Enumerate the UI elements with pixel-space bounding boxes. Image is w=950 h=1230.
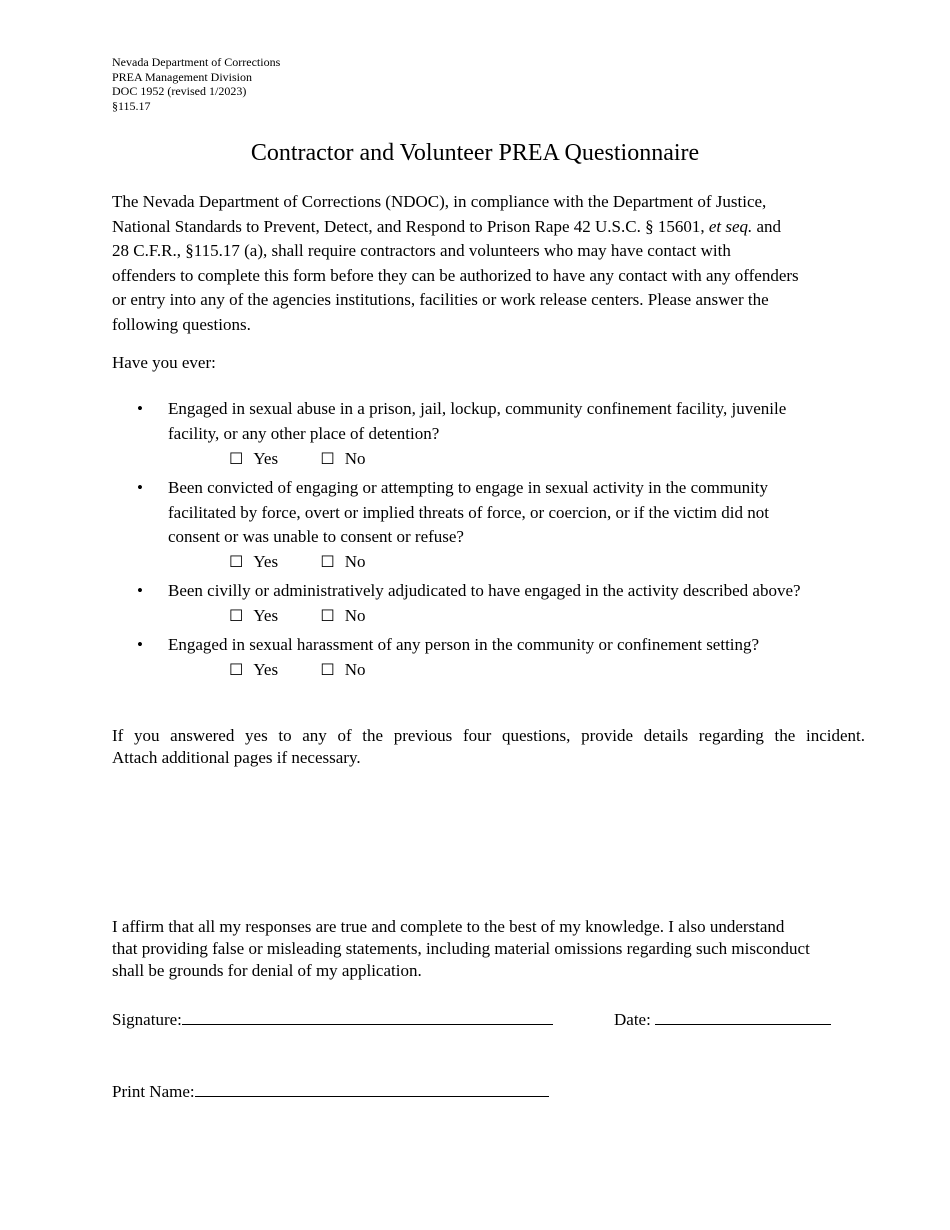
question-3-options (229, 606, 365, 626)
yes-label: Yes (253, 449, 279, 468)
checkbox-icon[interactable]: ☐ (229, 449, 244, 468)
print-name-row (112, 1079, 549, 1102)
have-you-ever-label: Have you ever: (112, 353, 216, 372)
checkbox-icon[interactable]: ☐ (320, 449, 335, 468)
no-option[interactable] (320, 449, 365, 469)
question-line: facilitated by force, overt or implied threats of force, or coercion, or if the victim did not (168, 502, 769, 522)
question-line: Engaged in sexual abuse in a prison, jail, lockup, community confinement facility, juvenile (168, 399, 787, 418)
question-2-options (229, 552, 365, 572)
question-line: Been civilly or administratively adjudicated to have engaged in the activity described above? (168, 581, 801, 600)
yes-option[interactable] (229, 552, 278, 572)
yes-option[interactable] (229, 606, 278, 626)
question-line: consent or was unable to consent or refuse? (168, 527, 464, 546)
header-agency: Nevada Department of Corrections (112, 55, 281, 69)
signature-field[interactable] (182, 1007, 553, 1025)
checkbox-icon[interactable]: ☐ (320, 660, 335, 679)
affirm-line: that providing false or misleading statements, including material omissions regarding such misconduct (112, 939, 810, 958)
question-4-options (229, 660, 365, 680)
header-division: PREA Management Division (112, 69, 252, 84)
intro-line: or entry into any of the agencies institutions, facilities or work release centers. Please answer the (112, 290, 769, 309)
question-1 (137, 397, 868, 446)
no-label: No (344, 449, 366, 468)
details-line: If you answered yes to any of the previous four questions, provide details regarding the incident. (112, 726, 865, 745)
question-line: Engaged in sexual harassment of any person in the community or confinement setting? (168, 635, 760, 654)
checkbox-icon[interactable]: ☐ (229, 552, 244, 571)
bullet: • (137, 581, 143, 600)
checkbox-icon[interactable]: ☐ (320, 606, 335, 625)
document-header (112, 55, 280, 113)
no-label: No (344, 606, 366, 625)
intro-paragraph (112, 190, 872, 337)
question-1-options (229, 449, 365, 469)
signature-row (112, 1007, 553, 1030)
affirm-line: I affirm that all my responses are true and complete to the best of my knowledge. I also understand (112, 917, 785, 936)
date-field[interactable] (655, 1007, 831, 1025)
signature-label: Signature: (112, 1010, 182, 1029)
yes-label: Yes (253, 606, 279, 625)
header-form-number: DOC 1952 (revised 1/2023) (112, 84, 247, 98)
bullet: • (137, 399, 143, 418)
no-label: No (344, 660, 366, 679)
intro-line: offenders to complete this form before they can be authorized to have any contact with any offenders (112, 265, 799, 285)
details-line: Attach additional pages if necessary. (112, 748, 361, 767)
details-instructions (112, 725, 865, 769)
header-section: §115.17 (112, 98, 151, 113)
intro-line: 28 C.F.R., §115.17 (a), shall require contractors and volunteers who may have contact with (112, 241, 731, 260)
intro-italic: et seq. (708, 216, 753, 236)
affirm-line: shall be grounds for denial of my application. (112, 961, 422, 980)
date-row (614, 1007, 831, 1030)
intro-text: National Standards to Prevent, Detect, and Respond to Prison Rape 42 U.S.C. § 15601, (112, 216, 709, 236)
intro-text: and (752, 216, 782, 236)
no-label: No (344, 552, 366, 571)
checkbox-icon[interactable]: ☐ (229, 606, 244, 625)
no-option[interactable] (320, 552, 365, 572)
page-title: Contractor and Volunteer PREA Questionnaire (250, 140, 700, 166)
question-line: facility, or any other place of detention? (168, 423, 440, 443)
bullet: • (137, 635, 143, 654)
date-label: Date: (614, 1010, 656, 1029)
question-3 (137, 579, 868, 604)
yes-option[interactable] (229, 449, 278, 469)
yes-option[interactable] (229, 660, 278, 680)
intro-line (112, 215, 872, 240)
intro-line: following questions. (112, 314, 251, 334)
question-4 (137, 633, 868, 658)
checkbox-icon[interactable]: ☐ (229, 660, 244, 679)
intro-line: The Nevada Department of Corrections (NDOC), in compliance with the Department of Justice, (112, 192, 767, 211)
print-name-label: Print Name: (112, 1082, 195, 1101)
question-line: Been convicted of engaging or attempting to engage in sexual activity in the community (168, 478, 769, 497)
yes-label: Yes (253, 552, 279, 571)
no-option[interactable] (320, 660, 365, 680)
yes-label: Yes (253, 660, 279, 679)
affirmation-paragraph (112, 916, 865, 982)
question-2 (137, 476, 868, 550)
checkbox-icon[interactable]: ☐ (320, 552, 335, 571)
no-option[interactable] (320, 606, 365, 626)
print-name-field[interactable] (195, 1079, 549, 1097)
bullet: • (137, 478, 143, 497)
